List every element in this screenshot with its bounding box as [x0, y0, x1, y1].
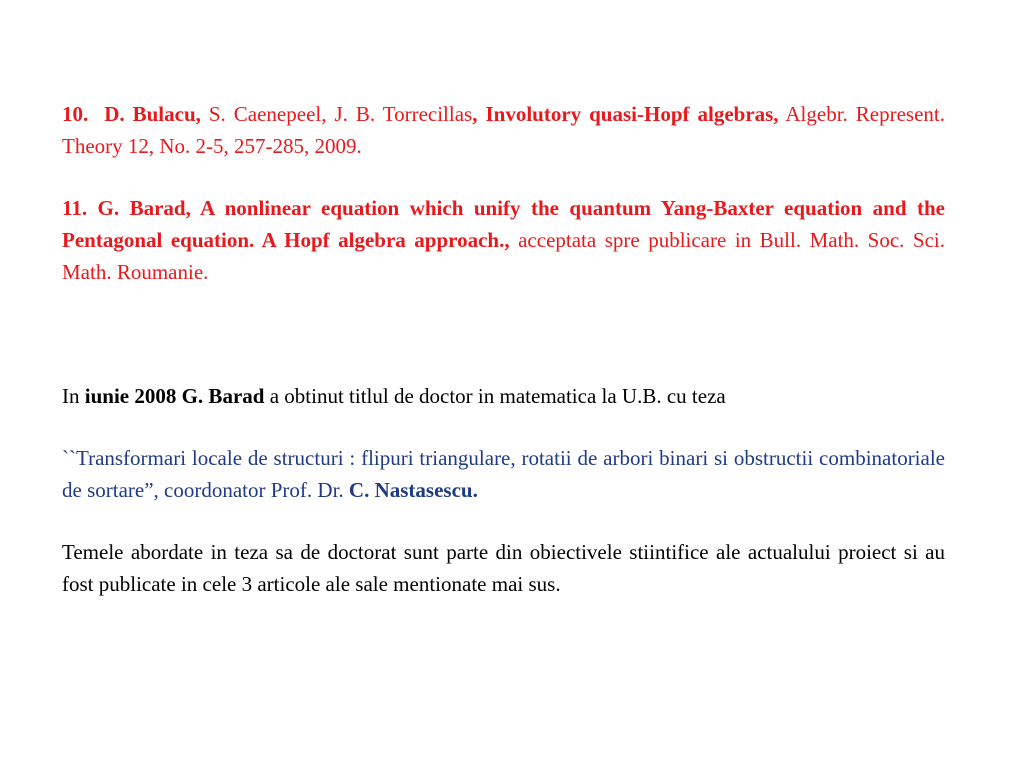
phd-lead: In — [62, 384, 80, 408]
phd-statement — [62, 380, 945, 412]
thesis-advisor: C. Nastasescu. — [348, 478, 478, 502]
closing-paragraph — [62, 536, 945, 600]
spacer — [62, 412, 945, 442]
reference-10-journal: Algebr. Represent. Theory 12, No. 2-5, 257-285, 2009. — [62, 102, 945, 158]
spacer — [62, 288, 945, 380]
reference-10-coauthors: S. Caenepeel, J. B. Torrecillas — [208, 102, 473, 126]
reference-10-number: 10. — [62, 102, 89, 126]
spacer — [62, 506, 945, 536]
reference-10 — [62, 98, 945, 162]
slide-content — [62, 98, 945, 600]
reference-11-title: 11. G. Barad, A nonlinear equation which unify the quantum Yang-Baxter equation and the Pentagonal equation. A Hopf algebra approach., — [62, 196, 945, 252]
reference-11-status: acceptata spre publicare in Bull. Math. Soc. Sci. Math. Roumanie. — [62, 228, 945, 284]
spacer — [62, 162, 945, 192]
reference-11 — [62, 192, 945, 288]
reference-10-title: , Involutory quasi-Hopf algebras, — [472, 102, 779, 126]
phd-date-author: iunie 2008 G. Barad — [84, 384, 265, 408]
closing-text: Temele abordate in teza sa de doctorat sunt parte din obiectivele stiintifice ale actualului proiect si au fost publicate in cele 3 articole ale sale mentionate mai sus. — [62, 540, 945, 596]
phd-rest: a obtinut titlul de doctor in matematica la U.B. cu teza — [269, 384, 726, 408]
thesis-title — [62, 442, 945, 506]
thesis-text: ``Transformari locale de structuri : flipuri triangulare, rotatii de arbori binari si obstructii combinatoriale de sortare”, coordonator Prof. Dr. — [62, 446, 945, 502]
reference-10-first-author: D. Bulacu, — [104, 102, 201, 126]
